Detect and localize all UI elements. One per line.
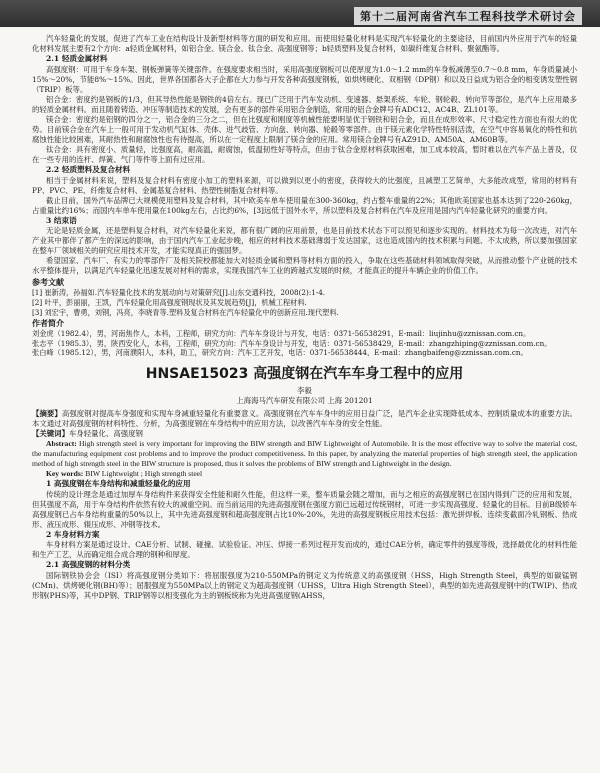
section-2-1-paragraph: 国际钢铁协会会（ISI）将高强度钢分类如下：将屈服强度为210-550MPa的钢定义为传统意义的高强度钢（HSS，High Strength Steel，典型的如碳锰钢(CMn)、烘烤硬化钢(BH)等）；屈服强度为550MPa以上的钢定义为超高强度钢（UHSS，Ultra High Strength Steel），典型的如先进高强度钢中的(TWIP)、热成形钢(PHS)等，其中DP钢、TRIP钢等以相变强化为主的钢板统称为先进高强度钢(AHSS， <box>32 570 577 601</box>
intro-paragraph: 汽车轻量化的发展，促进了汽车工业在结构设计及新型材料等方面的研发和应用。而使用轻量化材料是实现汽车轻量化的主要途径，目前国内外应用于汽车的轻量化材料发展主要有2个方向：a轻质金属材料，如铝合金、镁合金、钛合金、高强度钢等；b轻质塑料及复合材料，如碳纤维复合材料、聚氨酯等。 <box>32 34 577 54</box>
document-body <box>32 34 577 601</box>
reference-item: [1] 崔新涛，孙福如.汽车轻量化技术的发展动向与对策研究[J].山东交通科技，2008(2):1-4. <box>32 288 326 298</box>
section-1-paragraph: 传统的设计理念是通过加厚车身结构件来获得安全性能和耐久性能，但这样一来，整车质量会随之增加，而与之相应的高强度钢已在国内得到广泛的应用和发展，但其强度不高，用于车身结构件依然有较大的减重空间。而当前运用的先进高强度钢在强度方面已远超过传统钢材，可进一步实现高强度、轻量化的目标。目前B级轿车高强度钢已占车身结构重量的50%以上，其中先进高强度钢和超高强度钢占比10%-20%，先进的高强度钢板应用技术包括：激光拼焊板、连续变截面冷轧钢板、热成形、液压成形、辊压成形、冲钢等技术。 <box>32 489 577 529</box>
reference-item: [2] 叶平，彭丽丽，王凯，汽车轻量化用高强度钢现状及其发展趋势[J]，机械工程材料. <box>32 298 307 308</box>
section-2-2-heading: 2.2 轻质塑料及复合材料 <box>46 165 131 175</box>
article-title: HNSAE15023 高强度钢在汽车车身工程中的应用 <box>145 366 464 383</box>
author-bio: 刘金虎（1982.4），男，河南焦作人，本科，工程师，研究方向：汽车车身设计与开发，电话：0371-56538291，E-mail：liujinhu@zznissan.com.cn。 <box>32 329 531 339</box>
section-2-paragraph: 车身材料方案是通过设计、CAE分析、试制、碰撞、试验验证、冲压、焊接一系列过程开发而成的，通过CAE分析，确定零件的强度等级，选择最优化的材料性能和生产工艺，从而确定组合成合理的钢种和厚度。 <box>32 540 577 560</box>
abstract-text: 高强度钢对提高车身强度和实现车身减重轻量化有重要意义。高强度钢在汽车车身中的应用日益广泛，是汽车企业实现降低成本、控制质量成本的重要方法。本文通过对高强度钢的材料特性、分析，为高强度钢在车身结构中的应用方法，以改善汽车车身的安全性能。 <box>32 409 577 429</box>
section-2-heading: 2 车身材料方案 <box>46 529 100 539</box>
article-author: 李毅 <box>297 386 312 396</box>
references-heading: 参考文献 <box>32 277 64 288</box>
english-abstract-text: High strength steel is very important for improving the BIW strength and BIW Lightweight of Automobile. It is the most effective way to solve the material cost, the manufacturing equipment cost problems and to improve the product competitiveness. In this paper, by analyzing the material properties of high strength steel, the application method of high strength steel in the BIW structure is proposed, thus it solves the problems of BIW strength and Lightweight in the design. <box>32 439 577 469</box>
aluminum-paragraph: 铝合金：密度约是钢板的1/3，但其导热性能是钢铁的4倍左右。现已广泛用于汽车发动机、变速器、悬架系统、车轮、钢轮毂、转向节等部位，是汽车上应用最多的轻质金属材料。而且随着铸造、冲压等制造技术的发展，会有更多的部件采用铝合金制造，常用的铝合金牌号有ADC12、AC4B、ZL101等。 <box>32 94 577 114</box>
keywords-text: 车身轻量化、高强度钢 <box>68 429 143 439</box>
header-title: 第十二届河南省汽车工程科技学术研讨会 <box>354 7 582 25</box>
english-abstract <box>32 439 577 469</box>
reference-item: [3] 刘宏宇，曹勇，刘钢，冯亮，李晓青等.塑料及复合材料在汽车轻量化中的创新应用.现代塑料. <box>32 307 339 317</box>
author-bio-heading: 作者简介 <box>32 318 64 329</box>
header-bar <box>0 0 600 27</box>
keywords <box>32 429 577 439</box>
plastic-paragraph-2: 截止目前，国外汽车品牌已大规模使用塑料及复合材料，其中欧美车单车使用量在300-360kg，约占整车重量的22%；其他欧美国家也基本达到了220-260kg，占重量比约16%；而国内车单车使用量在100kg左右，占比约6%，[3]远低于国外水平，所以塑料及复合材料在汽车及应用是国内汽车轻量化研究的重要方向。 <box>32 195 577 215</box>
author-bio: 张志平（1985.3），男，陕西安化人，本科，工程师，研究方向：汽车车身设计与开发，电话：0371-56538429，E-mail：zhangzhiping@zznissan.com.cn。 <box>32 338 552 348</box>
steel-paragraph: 高强度钢：可用于车身车架、钢板弹簧等关键部件。在强度要求相当时，采用高强度钢板可以使厚度为1.0～1.2 mm的车身板减薄至0.7～0.8 mm，车身质量减小15%～20%，节能8%～15%。因此，世界各国都各大子企都在大力参与开发各种高强度钢板，如烘烤硬化、双相钢（DP钢）和以及日益成为铝合金的相变诱发塑性钢（TRIP）板等。 <box>32 64 577 94</box>
english-keywords-text: BIW Lightweight ; High strength steel <box>85 469 203 479</box>
section-1-heading: 1 高强度钢在车身结构和减重轻量化的应用 <box>46 479 191 489</box>
section-2-1-b-heading: 2.1 高强度钢的材料分类 <box>46 560 131 570</box>
english-abstract-label: Abstract: <box>46 439 77 449</box>
conclusion-paragraph-2: 希望国家、汽车厂、有实力的零部件厂及相关院校都能加大对轻质金属和塑料等材料方面的投入，争取在这些基础材料领域取得突破，从而推动整个产业链的技术水平整体提升，以满足汽车轻量化迅速发展对材料的需求，实现我国汽车工业的跨越式发展的时候，才能真正的提升车辆企业的价值工作。 <box>32 256 577 276</box>
keywords-label: 【关键词】 <box>32 429 69 439</box>
abstract <box>32 409 577 429</box>
section-2-1-heading: 2.1 轻质金属材料 <box>46 54 108 64</box>
abstract-label: 【摘要】 <box>32 409 62 419</box>
author-bio: 张白峰（1985.12），男，河南濮阳人，本科，助工，研究方向：汽车工艺开发，电话：0371-56538444，E-mail：zhangbaifeng@zznissan.com.cn。 <box>32 348 528 358</box>
english-keywords <box>32 469 577 479</box>
english-keywords-label: Key words: <box>46 469 84 479</box>
section-3-heading: 3 结束语 <box>46 215 77 225</box>
titanium-paragraph: 钛合金：具有密度小、质量轻，比强度高，耐高温，耐腐蚀，低温韧性好等特点，但由于钛合金原材料获取困难，加工成本较高，暂时难以在汽车产品上普及，仅在一些专用的连杆、焊簧、气门等件等上面有过应用。 <box>32 144 577 165</box>
conclusion-paragraph: 无论是轻质金属，还是塑料复合材料，对汽车轻量化来说，都有很广阔的应用前景，也是目前技术状态下可以预见和逐步实现的。材料技术为每一次改进，对汽车产业其中都伴了都产生的深远的影响，由于国内汽车工业起步晚，相应的材料技术基础薄弱于发达国家，这也造成国内的技术积累与问题、不太成熟，所以要加强国家在整车厂领域相关的研究应用技术开发，才能实现真正的强国梦。 <box>32 226 577 256</box>
article-affiliation: 上海海马汽车研发有限公司 上海 201201 <box>236 396 373 406</box>
magnesium-paragraph: 镁合金：密度约是铝钢的四分之一，铝合金的三分之二，但在比强度和刚度等机械性能要明显优于钢铁和铝合金，而且在成形效率、尺寸稳定性方面也有很大的优势。目前镁合金在汽车上一般可用于发动机气缸体、壳体、进气歧管、方向盘、转向器、轮毂等零部件。由于镁元素化学特性特别活泼，在空气中容易氧化的特性和抗腐蚀性能比较困难，其耐热性和耐腐蚀性也有待提高，所以在一定程度上限制了镁合金的应用。常用镁合金牌号有AZ91D、AM50A、AM60B等。 <box>32 114 577 144</box>
plastic-paragraph: 相当于金属材料来说，塑料及复合材料有密度小加工的塑料来源，可以做到以更小的密度，获得较大的比强度，且减塑工艺简单，大多能改成型，常用的材料有PP、PVC、PE、纤维复合材料、金属基复合材料、热塑性树脂复合材料等。 <box>32 175 577 195</box>
